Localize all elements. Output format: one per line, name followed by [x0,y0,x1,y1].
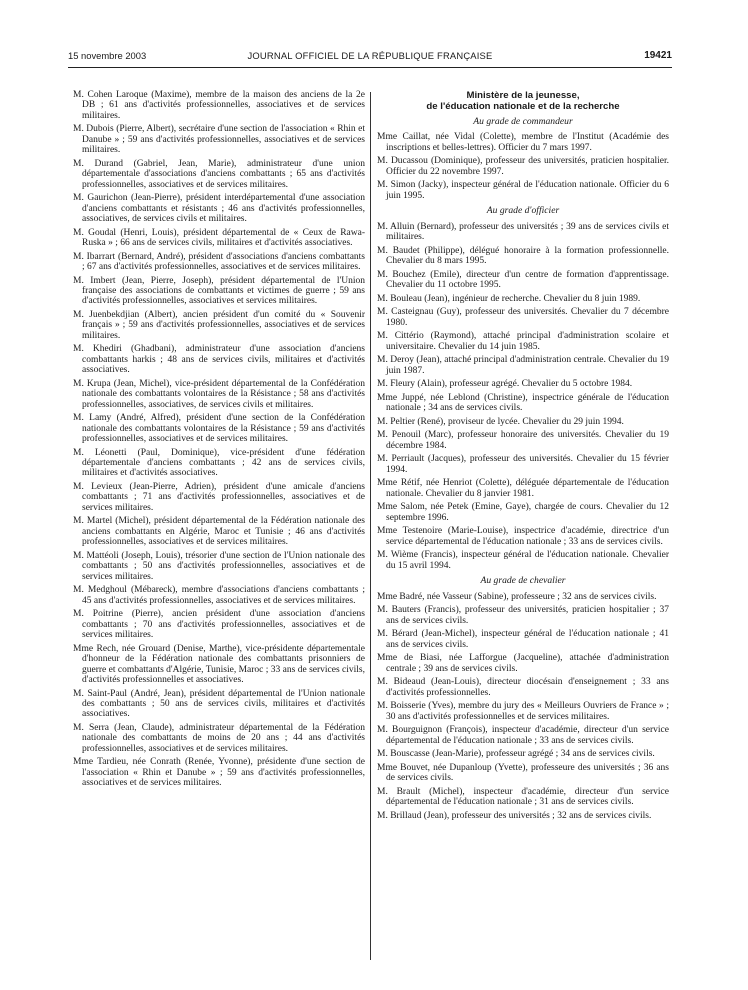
entry: Mme Caillat, née Vidal (Colette), membre de l'Institut (Académie des inscriptions et belles-lettres). Officier du 7 mars 1997. [377,132,669,153]
entry: M. Levieux (Jean-Pierre, Adrien), président d'une amicale d'anciens combattants ; 71 ans d'activités professionnelles, associatives et de services militaires. [73,482,365,513]
entry: Mme Juppé, née Leblond (Christine), inspectrice générale de l'éducation nationale ; 34 ans de services civils. [377,392,669,414]
entry: M. Khediri (Ghadbani), administrateur d'une association d'anciens combattants harkis ; 48 ans de services civils, militaires et d'activités associatives. [73,344,365,376]
entry: Mme Rétif, née Henriot (Colette), déléguée départementale de l'éducation nationale. Chevalier du 8 janvier 1981. [377,478,669,499]
entry: M. Mattéoli (Joseph, Louis), trésorier d'une section de l'Union nationale des combattants ; 50 ans d'activités professionnelles, associatives et de services militaires. [73,550,365,582]
entry: Mme Badré, née Vasseur (Sabine), professeure ; 32 ans de services civils. [377,591,657,602]
entry: M. Poitrine (Pierre), ancien président d'une association d'anciens combattants ; 70 ans d'activités professionnelles, associatives et de services militaires. [73,609,365,641]
header-date: 15 novembre 2003 [68,50,147,61]
right-column [377,90,669,824]
entry: M. Bourguignon (François), inspecteur d'académie, directeur d'un service départemental de l'éducation nationale ; 33 ans de services civils. [377,725,669,746]
entry: M. Saint-Paul (André, Jean), président départemental de l'Union nationale des combattants ; 50 ans de services civils, militaires et d'activités associatives. [73,688,365,720]
entry: M. Goudal (Henri, Louis), président départemental de « Ceux de Rawa-Ruska » ; 66 ans de services civils, militaires et d'activités associatives. [73,227,365,249]
column-divider [370,92,371,960]
entry: M. Brillaud (Jean), professeur des universités ; 32 ans de services civils. [377,810,652,821]
entry: M. Léonetti (Paul, Dominique), vice-président d'une fédération départementale d'anciens combattants ; 42 ans de services civils, militaires et d'activités associatives. [73,447,365,479]
entry: M. Lamy (André, Alfred), président d'une section de la Confédération nationale des combattants volontaires de la Résistance ; 59 ans d'activités professionnelles, associatives et de services militaires. [73,413,365,445]
entry: M. Perriault (Jacques), professeur des universités. Chevalier du 15 février 1994. [377,454,669,475]
entry: M. Krupa (Jean, Michel), vice-président départemental de la Confédération nationale des combattants volontaires de la Résistance ; 58 ans d'activités professionnelles, associatives, de services civils et militaires. [73,378,365,410]
entry: M. Cohen Laroque (Maxime), membre de la maison des anciens de la 2e DB ; 61 ans d'activités professionnelles, associatives et de services militaires. [73,90,365,121]
entry: M. Bouchez (Emile), directeur d'un centre de formation d'apprentissage. Chevalier du 11 octobre 1995. [377,269,669,291]
grade-chevalier-heading: Au grade de chevalier [480,575,566,587]
grade-commandeur-heading: Au grade de commandeur [473,116,573,127]
entry: M. Casteignau (Guy), professeur des universités. Chevalier du 7 décembre 1980. [377,307,669,328]
journal-title: JOURNAL OFFICIEL DE LA RÉPUBLIQUE FRANÇAISE [247,50,493,61]
entry: M. Simon (Jacky), inspecteur général de l'éducation nationale. Officier du 6 juin 1995. [377,180,669,201]
entry: M. Cittério (Raymond), attaché principal d'administration scolaire et universitaire. Chevalier du 14 juin 1985. [377,331,669,352]
ministry-heading-line1: Ministère de la jeunesse, [466,90,580,101]
left-column [73,90,365,792]
officier-list [377,222,669,572]
entry: M. Bauters (Francis), professeur des universités, praticien hospitalier ; 37 ans de services civils. [377,605,669,626]
ministry-heading [377,90,669,112]
entry: Mme de Biasi, née Lafforgue (Jacqueline), attachée d'administration centrale ; 39 ans de services civils. [377,653,669,674]
entry: M. Juenbekdjian (Albert), ancien président d'un comité du « Souvenir français » ; 59 ans d'activités professionnelles, associatives et de services militaires. [73,310,365,341]
entry: Mme Testenoire (Marie-Louise), inspectrice d'académie, directrice d'un service départemental de l'éducation nationale ; 33 ans de services civils. [377,526,669,547]
entry: M. Penouil (Marc), professeur honoraire des universités. Chevalier du 19 décembre 1984. [377,430,669,451]
chevalier-list [377,592,669,822]
entry: Mme Rech, née Grouard (Denise, Marthe), vice-présidente départementale d'honneur de la Fédération nationale des combattants prisonniers de guerre et combattants d'Algérie, Tunisie, Maroc ; 33 ans de services civils, d'activités professionnelles et associatives. [73,643,365,685]
entry: M. Bouscasse (Jean-Marie), professeur agrégé ; 34 ans de services civils. [377,749,655,760]
entry: M. Serra (Jean, Claude), administrateur départemental de la Fédération nationale des combattants de moins de 20 ans ; 44 ans d'activités professionnelles, associatives et de services militaires. [73,722,365,754]
entry: M. Durand (Gabriel, Jean, Marie), administrateur d'une union départementale d'associations d'anciens combattants ; 65 ans d'activités professionnelles, associatives et de services militaires. [73,158,365,190]
entry: M. Boisserie (Yves), membre du jury des « Meilleurs Ouvriers de France » ; 30 ans d'activités professionnelles et de services militaires. [377,701,669,722]
entry: M. Imbert (Jean, Pierre, Joseph), président départemental de l'Union française des associations de combattants et victimes de guerre ; 59 ans d'activités professionnelles, associatives et services militaires. [73,275,365,307]
entry: M. Bouleau (Jean), ingénieur de recherche. Chevalier du 8 juin 1989. [377,293,641,304]
commandeur-list [377,132,669,201]
entry: M. Peltier (René), proviseur de lycée. Chevalier du 29 juin 1994. [377,416,624,427]
entry: M. Ibarrart (Bernard, André), président d'associations d'anciens combattants ; 67 ans d'activités professionnelles, associatives et de services militaires. [73,251,365,273]
entry: M. Medghoul (Mébareck), membre d'associations d'anciens combattants ; 45 ans d'activités professionnelles, associatives et de services militaires. [73,585,365,606]
ministry-heading-line2: de l'éducation nationale et de la recherche [426,101,620,112]
header-rule [68,67,672,68]
entry: M. Wième (Francis), inspecteur général de l'éducation nationale. Chevalier du 15 avril 1994. [377,550,669,571]
entry: M. Ducassou (Dominique), professeur des universités, praticien hospitalier. Officier du 22 novembre 1997. [377,156,669,177]
entry: Mme Tardieu, née Conrath (Renée, Yvonne), présidente d'une section de l'association « Rhin et Danube » ; 59 ans d'activités professionnelles, associatives et de services militaires. [73,757,365,789]
entry: M. Brault (Michel), inspecteur d'académie, directeur d'un service départemental de l'éducation nationale ; 31 ans de services civils. [377,786,669,808]
entry: M. Baudet (Philippe), délégué honoraire à la formation professionnelle. Chevalier du 8 mars 1995. [377,245,669,267]
entry: Mme Bouvet, née Dupanloup (Yvette), professeure des universités ; 36 ans de services civils. [377,762,669,784]
entry: M. Alluin (Bernard), professeur des universités ; 39 ans de services civils et militaires. [377,221,669,243]
entry: Mme Salom, née Petek (Emine, Gaye), chargée de cours. Chevalier du 12 septembre 1996. [377,502,669,523]
entry: M. Bérard (Jean-Michel), inspecteur général de l'éducation nationale ; 41 ans de services civils. [377,629,669,650]
entry: M. Bideaud (Jean-Louis), directeur diocésain d'enseignement ; 33 ans d'activités professionnelles. [377,677,669,698]
entry: M. Fleury (Alain), professeur agrégé. Chevalier du 5 octobre 1984. [377,379,633,390]
entry: M. Dubois (Pierre, Albert), secrétaire d'une section de l'association « Rhin et Danube » ; 59 ans d'activités professionnelles, associatives et de services militaires. [73,124,365,156]
grade-officier-heading: Au grade d'officier [486,205,560,217]
entry: M. Gaurichon (Jean-Pierre), président interdépartemental d'une association d'anciens combattants et résistants ; 46 ans d'activités professionnelles, associatives, de services civils et militaires. [73,193,365,225]
page-header [68,50,672,64]
entry: M. Martel (Michel), président départemental de la Fédération nationale des anciens combattants en Algérie, Maroc et Tunisie ; 46 ans d'activités professionnelles, associatives et de services militaires. [73,516,365,548]
entry: M. Deroy (Jean), attaché principal d'administration centrale. Chevalier du 19 juin 1987. [377,355,669,376]
page-number: 19421 [644,50,672,61]
